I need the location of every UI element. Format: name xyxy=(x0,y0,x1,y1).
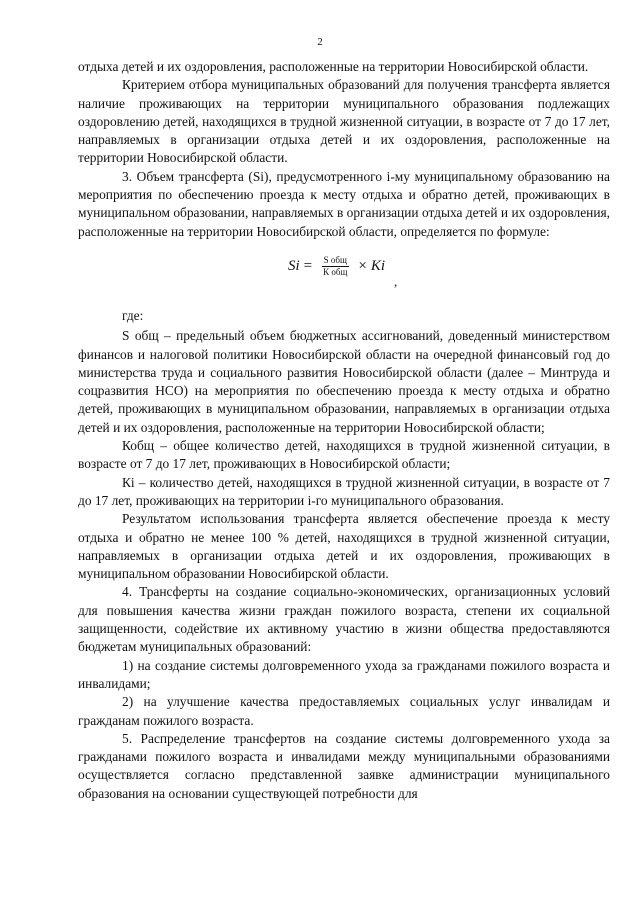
page-number: 2 xyxy=(317,36,323,48)
paragraph: Результатом использования трансферта является обеспечение проезда к месту отдыха и обратно не менее 100 % детей, находящихся в трудной жизненной ситуации, направляемых в организации отдыха детей и их оздоровления, проживающих в муниципальном образовании Новосибирской области. xyxy=(78,511,610,582)
definition: S общ – предельный объем бюджетных ассигнований, доведенный министерством финансов и налоговой политики Новосибирской области на очередной финансовый год до министерства труда и социального развития Новосибирской области (далее – Минтруда и соцразвития НСО) на мероприятия по обеспечению проезда к месту отдыха и обратно детей, проживающих в муниципальном образовании, направляемых в организации отдыха детей и их оздоровления, расположенные на территории Новосибирской области; xyxy=(78,328,610,435)
formula-lhs: Si xyxy=(288,258,300,275)
list-item: 2) на улучшение качества предоставляемых социальных услуг инвалидам и гражданам пожилого возраста. xyxy=(78,694,610,728)
formula-denominator: К общ xyxy=(323,266,348,277)
formula-fraction xyxy=(321,255,349,278)
formula-comma: , xyxy=(394,273,398,289)
document-body xyxy=(78,58,610,803)
paragraph: 3. Объем трансферта (Si), предусмотренного i-му муниципальному образованию на мероприятия по обеспечению проезда к месту отдыха и обратно детей, проживающих в муниципальном образовании, направляемых в организации отдыха детей и их оздоровления, расположенные на территории Новосибирской области, определяется по формуле: xyxy=(78,168,610,239)
paragraph: отдыха детей и их оздоровления, расположенные на территории Новосибирской области. xyxy=(78,59,589,74)
definition: Кобщ – общее количество детей, находящихся в трудной жизненной ситуации, в возрасте от 7 до 17 лет, проживающих в Новосибирской области; xyxy=(78,438,610,472)
formula xyxy=(78,251,610,299)
formula-equals: = xyxy=(303,258,313,275)
definition: Кi – количество детей, находящихся в трудной жизненной ситуации, в возрасте от 7 до 17 лет, проживающих на территории i-го муниципального образования. xyxy=(78,474,610,508)
formula-rhs: Ki xyxy=(370,258,386,275)
formula-numerator: S общ xyxy=(323,254,347,265)
list-item: 1) на создание системы долговременного ухода за гражданами пожилого возраста и инвалидами; xyxy=(78,657,610,691)
formula-times: × xyxy=(358,258,367,275)
paragraph: Критерием отбора муниципальных образований для получения трансферта является наличие проживающих на территории муниципального образования подлежащих оздоровлению детей, находящихся в трудной жизненной ситуации, в возрасте от 7 до 17 лет, направляемых в организации отдыха детей и их оздоровления, расположенные на территории Новосибирской области. xyxy=(78,77,610,166)
paragraph: 5. Распределение трансфертов на создание системы долговременного ухода за гражданами пожилого возраста и инвалидами между муниципальными образованиями осуществляется согласно представленной заявке администрации муниципального образования на основании существующей потребности для xyxy=(78,730,610,801)
where-label: где: xyxy=(122,307,144,323)
paragraph: 4. Трансферты на создание социально-экономических, организационных условий для повышения качества жизни граждан пожилого возраста, степени их социальной защищенности, содействие их активному участию в жизни общества предоставляются бюджетам муниципальных образований: xyxy=(78,584,610,655)
